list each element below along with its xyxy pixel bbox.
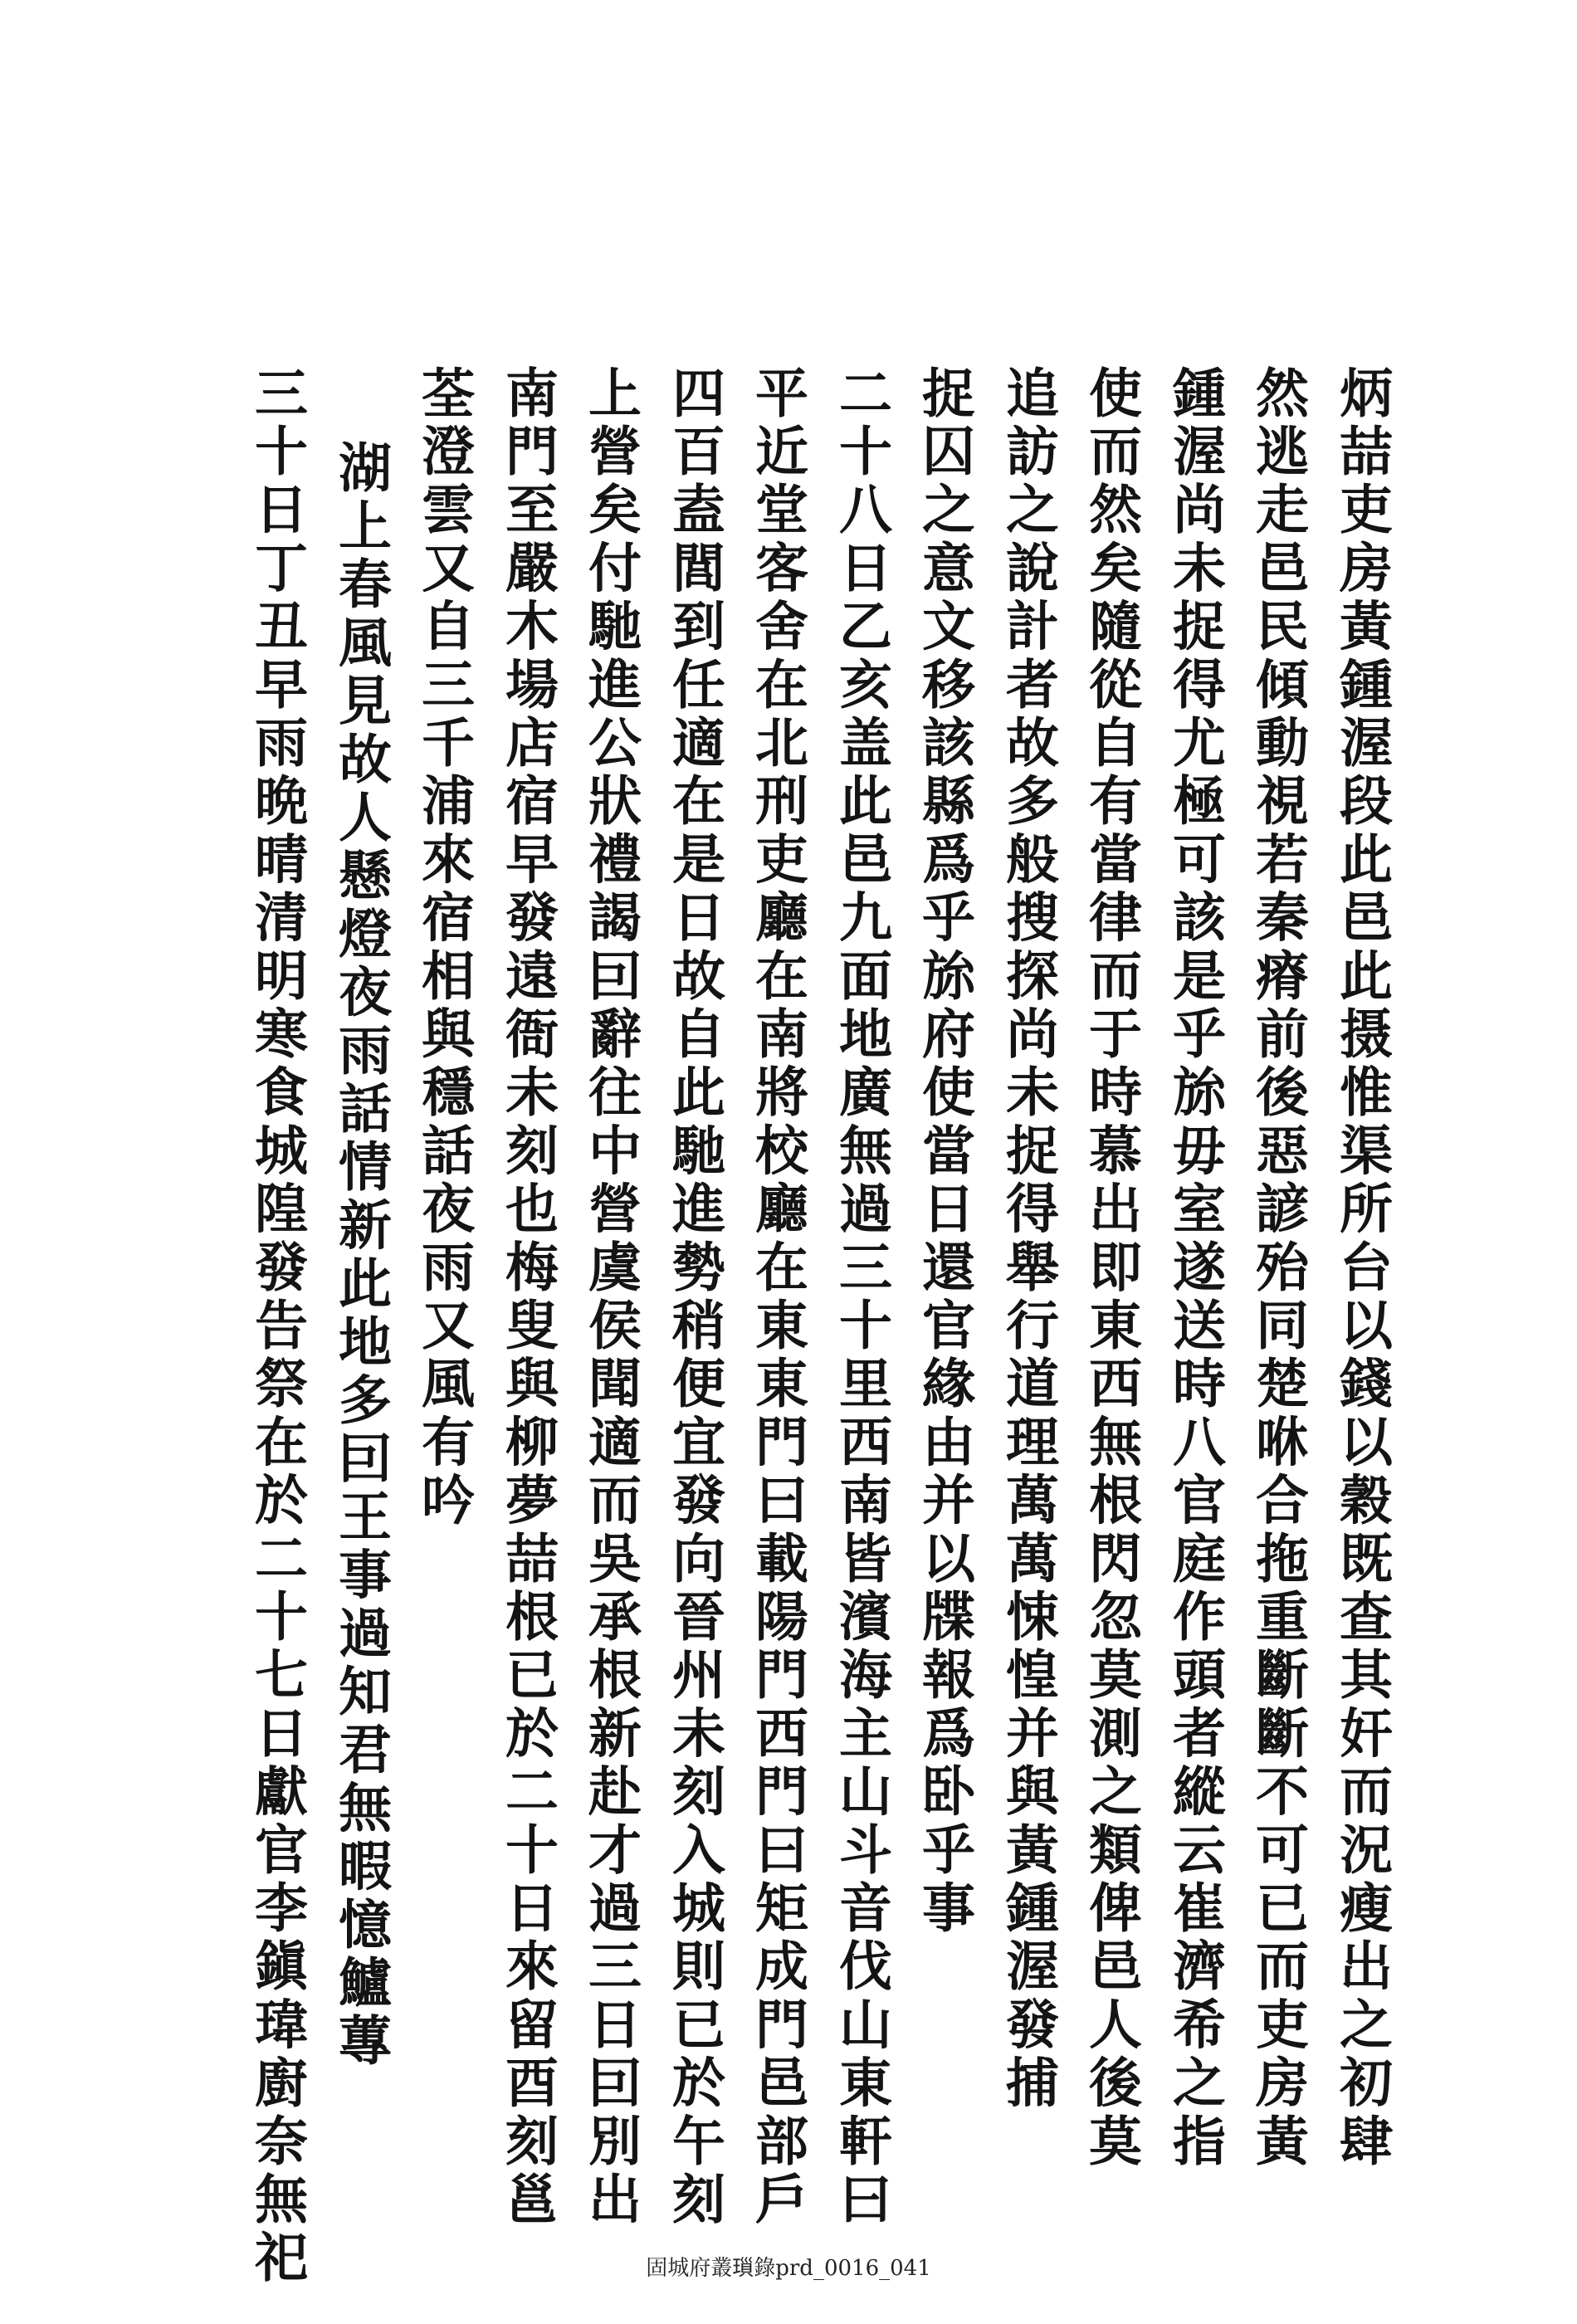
text-column-4: 使而然矣隨從自有當律而于時慕出即東西無根閃忽莫測之類俾邑人後莫 bbox=[1080, 365, 1142, 2172]
text-column-3: 鍾渥尚未捉得尤極可該是乎旀毋室遂送時八官庭作頭者縱云崔濟希之指 bbox=[1164, 365, 1226, 2172]
text-column-11: 南門至嚴木場店宿早發遠衙未刻也梅叟與柳夢喆根已於二十日來留酉刻邕 bbox=[496, 365, 559, 2230]
text-column-9: 四百盍閭到任適在是日故自此馳進勢稍便宜發向晉州未刻入城則已於午刻 bbox=[663, 365, 725, 2230]
text-column-1: 炳喆吏房黃鍾渥段此邑此摄惟渠所台以錢以穀既查其奸而況瘦出之初肆 bbox=[1330, 365, 1393, 2172]
text-column-2: 然逃走邑民傾動視若秦瘠前後惡諺殆同楚咻合拖重斷斷不可已而吏房黃 bbox=[1247, 365, 1309, 2172]
poem-column: 湖上春風見故人懸燈夜雨話情新此地多囙王事過知君無暇憶鱸蓴 bbox=[330, 440, 392, 2072]
text-column-14: 三十日丁丑早雨晩晴清明寒食城隍發告祭在於二十七日獻官李鎭瑋廚奈無祀 bbox=[246, 365, 308, 2288]
text-column-10: 上營矣付馳進公狀禮謁囙辭往中營虞侯聞適而吳承根新赴才過三日囙別出 bbox=[579, 365, 642, 2230]
text-column-8: 平近堂客舍在北刑吏廳在南將校廳在東東門曰載陽門西門曰矩成門邑部戶 bbox=[746, 365, 808, 2230]
text-column-6: 捉囚之意文移該縣爲乎旀府使當日還官緣由并以牒報爲卧乎事 bbox=[913, 365, 975, 1939]
page-caption: 固城府叢𤨏錄prd_0016_041 bbox=[646, 2256, 931, 2281]
text-column-12: 荃澄雲又自三千浦來宿相與穩話夜雨又風有吟 bbox=[413, 365, 475, 1531]
text-column-5: 追訪之說計者故多般搜探尚未捉得舉行道理萬萬悚惶并與黃鍾渥發捕 bbox=[997, 365, 1059, 2113]
text-column-7: 二十八日乙亥盖此邑九面地廣無過三十里西南皆濱海主山斗音伐山東軒曰 bbox=[830, 365, 892, 2230]
